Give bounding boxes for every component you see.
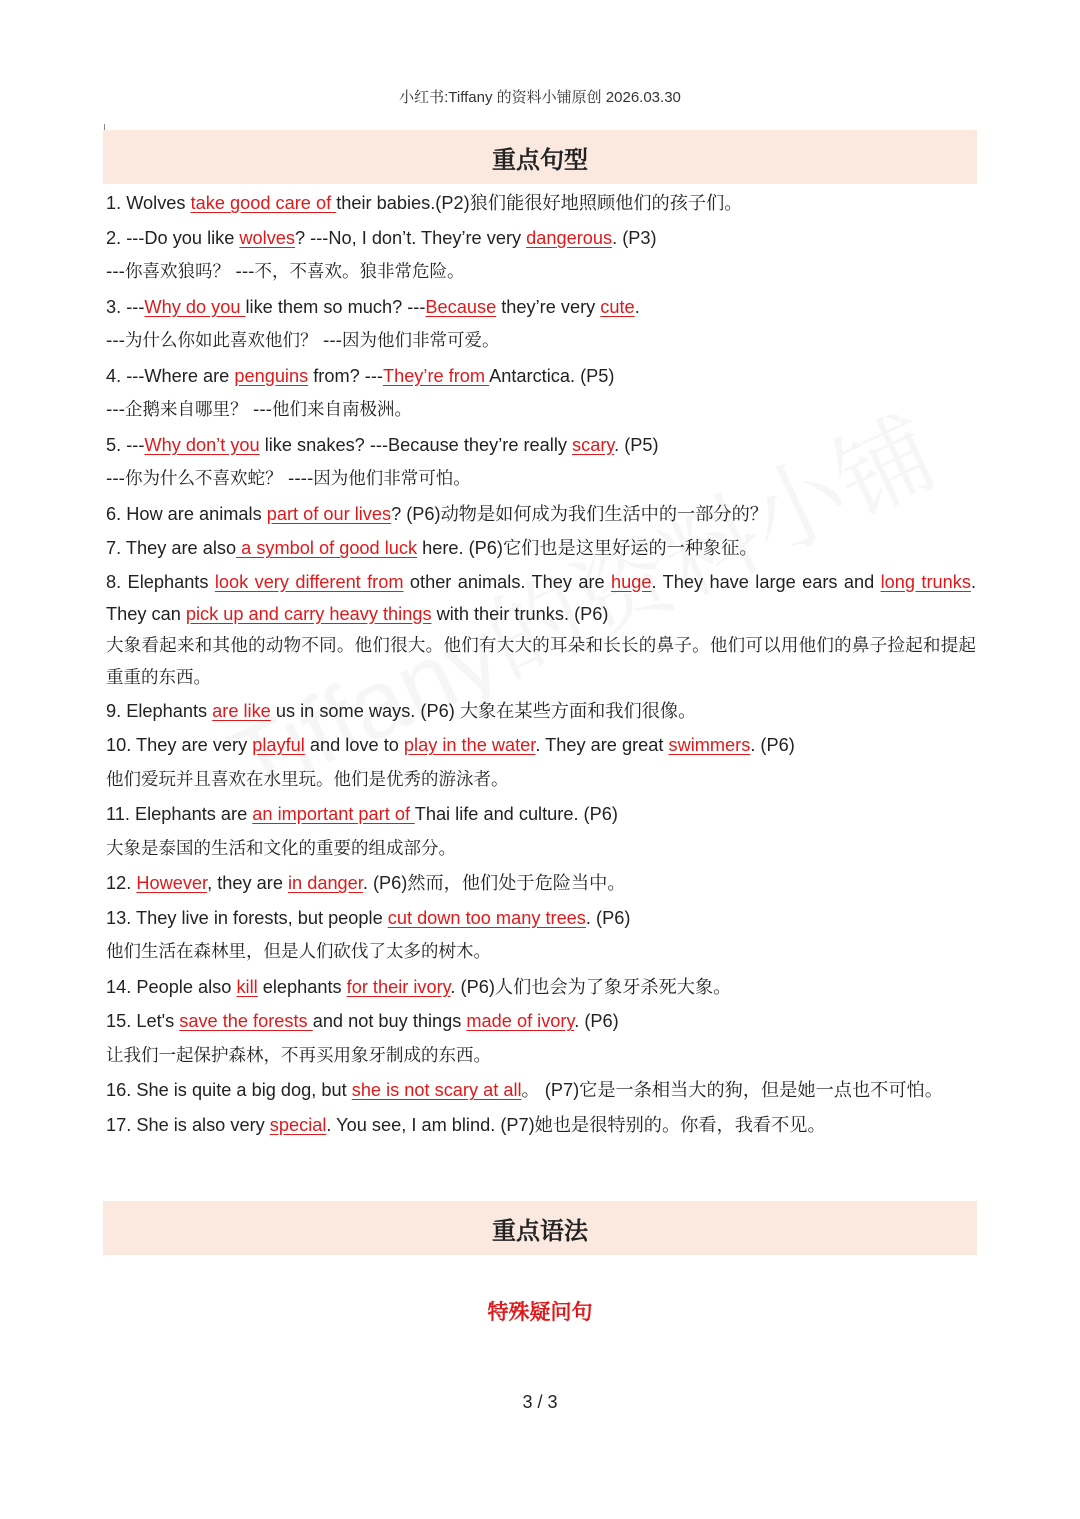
sentence-chinese: 他们生活在森林里，但是人们砍伐了太多的树木。 xyxy=(106,942,491,962)
answer-blank: dangerous xyxy=(526,227,613,248)
sentence-item xyxy=(106,221,976,290)
sentence-english xyxy=(106,728,976,763)
section-title: 重点语法 xyxy=(492,1217,588,1245)
answer-blank: save the forests xyxy=(179,1011,313,1031)
sentence-item xyxy=(106,428,976,497)
section-banner-key-grammar xyxy=(103,1201,977,1255)
answer-blank: for their ivory xyxy=(346,976,451,997)
answer-blank: a symbol of good luck xyxy=(236,538,418,558)
sentence-text: . They can xyxy=(106,571,976,624)
answer-blank: huge xyxy=(611,571,652,592)
sentence-text: . (P6) xyxy=(750,735,795,755)
answer-blank: penguins xyxy=(234,365,309,386)
sentence-english xyxy=(106,694,976,729)
sentence-item xyxy=(106,866,976,901)
answer-blank: she is not scary at all xyxy=(351,1080,522,1100)
answer-blank: playful xyxy=(252,735,305,755)
sentence-text: 6. How are animals xyxy=(106,503,267,524)
sentence-text: 16. She is quite a big dog, but xyxy=(106,1080,352,1100)
sentence-item xyxy=(106,797,976,866)
answer-blank: made of ivory xyxy=(466,1011,575,1031)
sentence-chinese: ---企鹅来自哪里？ ---他们来自南极洲。 xyxy=(106,400,412,420)
sentence-chinese: 他们爱玩并且喜欢在水里玩。他们是优秀的游泳者。 xyxy=(106,769,509,790)
sentence-item xyxy=(106,359,976,428)
sentence-text: 7. They are also xyxy=(106,538,237,558)
sentence-item xyxy=(106,497,976,532)
sentence-text: 9. Elephants xyxy=(106,700,213,721)
sentence-text: . They have large ears and xyxy=(651,571,881,592)
answer-blank: long trunks xyxy=(880,571,971,592)
sentence-text: . (P6)人们也会为了象牙杀死大象。 xyxy=(450,976,732,997)
sentence-text: . They are great xyxy=(535,735,669,755)
sentence-text: 15. Let's xyxy=(106,1011,180,1031)
sentence-english xyxy=(106,1108,976,1143)
sentence-item xyxy=(106,1073,976,1108)
sentence-text: their babies.(P2)狼们能很好地照顾他们的孩子们。 xyxy=(336,193,743,213)
section-banner-key-sentences xyxy=(103,130,977,184)
sentence-english xyxy=(106,970,976,1005)
answer-blank: wolves xyxy=(239,227,296,248)
answer-blank: play in the water xyxy=(403,735,536,755)
answer-blank: They’re from xyxy=(382,365,490,386)
sentence-item xyxy=(106,531,976,566)
sentence-english xyxy=(106,1073,976,1108)
answer-blank: swimmers xyxy=(668,735,751,755)
sentence-list xyxy=(106,186,976,1142)
sentence-item xyxy=(106,290,976,359)
answer-blank: special xyxy=(269,1114,327,1135)
sentence-text: Thai life and culture. (P6) xyxy=(414,804,618,824)
sentence-english xyxy=(106,566,976,630)
sentence-chinese: ---你喜欢狼吗？ ---不，不喜欢。狼非常危险。 xyxy=(106,262,465,282)
sentence-text: . (P6) xyxy=(585,907,631,928)
answer-blank: are like xyxy=(212,700,271,721)
sentence-english xyxy=(106,531,976,566)
answer-blank: However xyxy=(136,873,208,893)
sentence-item xyxy=(106,694,976,729)
sentence-text: elephants xyxy=(257,976,347,997)
sentence-text: . (P5) xyxy=(614,434,659,455)
sentence-text: 11. Elephants are xyxy=(106,804,253,824)
sentence-english xyxy=(106,497,976,532)
answer-blank: an important part of xyxy=(252,804,415,824)
sentence-item xyxy=(106,901,976,970)
sentence-item xyxy=(106,186,976,221)
sentence-text: 13. They live in forests, but people xyxy=(106,907,388,928)
sentence-chinese: ---为什么你如此喜欢他们？ ---因为他们非常可爱。 xyxy=(106,331,500,351)
sentence-text: with their trunks. (P6) xyxy=(431,603,609,624)
answer-blank: scary xyxy=(572,434,615,455)
sentence-english xyxy=(106,866,976,901)
sentence-text: 。 (P7)它是一条相当大的狗，但是她一点也不可怕。 xyxy=(521,1080,943,1100)
sentence-text: . (P6) xyxy=(574,1011,619,1031)
answer-blank: look very different from xyxy=(214,571,404,592)
sentence-english xyxy=(106,359,976,394)
sentence-chinese: ---你为什么不喜欢蛇？ ----因为他们非常可怕。 xyxy=(106,469,471,489)
answer-blank: Because xyxy=(425,296,497,317)
sentence-item xyxy=(106,1108,976,1143)
header-note: 小红书:Tiffany 的资料小铺原创 2026.03.30 xyxy=(399,89,681,106)
sentence-english xyxy=(106,290,976,325)
sentence-text: . You see, I am blind. (P7)她也是很特别的。你看，我看不见。 xyxy=(326,1114,826,1135)
sentence-text: 2. ---Do you like xyxy=(106,227,240,248)
sentence-text: 5. --- xyxy=(106,434,145,455)
sentence-text: . (P6)然而，他们处于危险当中。 xyxy=(362,873,626,893)
sentence-text: like snakes? ---Because they’re really xyxy=(259,434,573,455)
sentence-chinese: 大象看起来和其他的动物不同。他们很大。他们有大大的耳朵和长长的鼻子。他们可以用他们的鼻子捡起和提起重重的东西。 xyxy=(106,635,976,688)
sentence-text: ? (P6)动物是如何成为我们生活中的一部分的？ xyxy=(391,503,768,524)
sentence-item xyxy=(106,970,976,1005)
sentence-text: us in some ways. (P6) 大象在某些方面和我们很像。 xyxy=(270,700,697,721)
sentence-english xyxy=(106,428,976,463)
sentence-text: from? --- xyxy=(308,365,383,386)
sentence-text: here. (P6)它们也是这里好运的一种象征。 xyxy=(417,538,758,558)
sentence-text: ? ---No, I don’t. They’re very xyxy=(295,227,527,248)
sentence-chinese: 让我们一起保护森林，不再买用象牙制成的东西。 xyxy=(106,1045,491,1066)
answer-blank: in danger xyxy=(288,873,363,893)
sentence-text: Antarctica. (P5) xyxy=(489,365,615,386)
answer-blank: cute xyxy=(600,296,635,317)
sentence-english xyxy=(106,797,976,832)
sentence-text: other animals. They are xyxy=(403,571,612,592)
sentence-english xyxy=(106,901,976,936)
answer-blank: Why do you xyxy=(144,296,246,317)
sentence-text: 1. Wolves xyxy=(106,193,191,213)
sentence-text: 3. --- xyxy=(106,296,145,317)
page-number: 3 / 3 xyxy=(522,1392,558,1412)
sentence-english xyxy=(106,186,976,221)
sentence-english xyxy=(106,1004,976,1039)
sentence-item xyxy=(106,566,976,694)
sentence-item xyxy=(106,1004,976,1073)
sentence-text: 17. She is also very xyxy=(106,1114,270,1135)
answer-blank: Why don’t you xyxy=(144,434,260,455)
answer-blank: take good care of xyxy=(190,193,337,213)
sentence-text: and love to xyxy=(304,735,404,755)
sentence-text: and not buy things xyxy=(312,1011,467,1031)
sentence-text: 10. They are very xyxy=(106,735,253,755)
sentence-text: 12. xyxy=(106,873,137,893)
sentence-chinese: 大象是泰国的生活和文化的重要的组成部分。 xyxy=(106,838,456,859)
sentence-text: . xyxy=(634,296,640,317)
sentence-text: like them so much? --- xyxy=(245,296,426,317)
answer-blank: pick up and carry heavy things xyxy=(185,603,432,624)
sentence-text: 4. ---Where are xyxy=(106,365,235,386)
sentence-text: 14. People also xyxy=(106,976,237,997)
sentence-text: 8. Elephants xyxy=(106,571,215,592)
section-title: 重点句型 xyxy=(492,146,588,174)
answer-blank: part of our lives xyxy=(266,503,392,524)
answer-blank: cut down too many trees xyxy=(387,907,586,928)
sentence-item xyxy=(106,728,976,797)
sentence-english xyxy=(106,221,976,256)
sentence-text: . (P3) xyxy=(612,227,657,248)
sentence-text: they’re very xyxy=(496,296,601,317)
answer-blank: kill xyxy=(236,976,258,997)
grammar-subtitle: 特殊疑问句 xyxy=(487,1301,593,1324)
sentence-text: , they are xyxy=(207,873,288,893)
